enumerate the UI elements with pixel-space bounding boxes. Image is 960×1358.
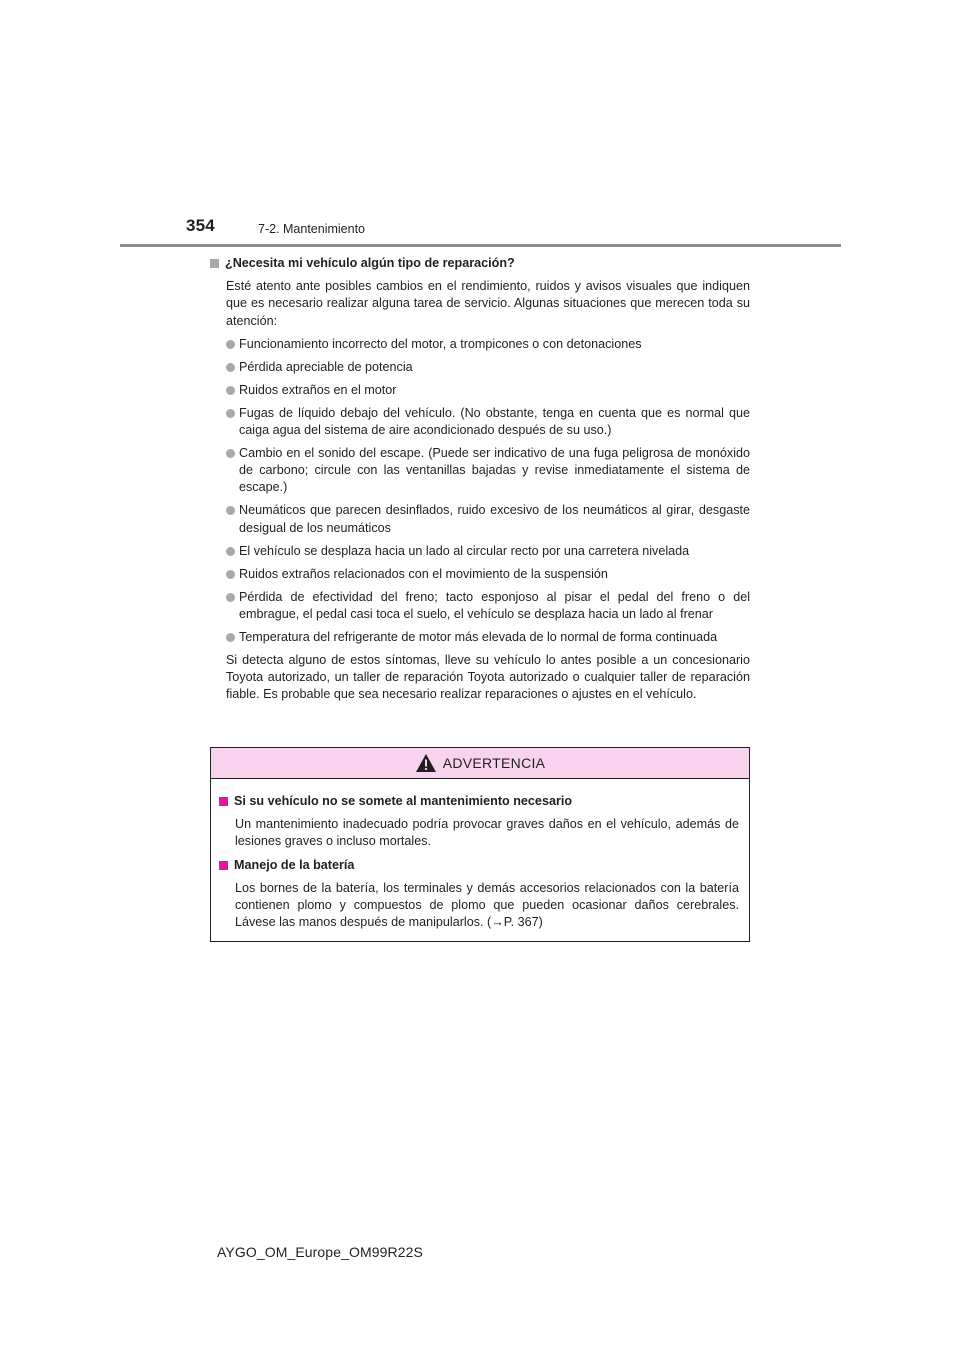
list-item-text: Ruidos extraños en el motor: [239, 382, 397, 397]
repair-heading: [210, 255, 750, 272]
list-item-text: Neumáticos que parecen desinflados, ruido excesivo de los neumáticos al girar, desgaste desigual de los neumáticos: [239, 503, 750, 535]
list-item-text: Fugas de líquido debajo del vehículo. (No obstante, tenga en cuenta que es normal que caiga agua del sistema de aire acondicionado después de su uso.): [239, 405, 750, 438]
list-item: [226, 543, 750, 560]
list-item: [226, 589, 750, 623]
circle-bullet-icon: [226, 633, 235, 642]
list-item: [226, 629, 750, 646]
closing-paragraph: Si detecta alguno de estos síntomas, lleve su vehículo lo antes posible a un concesionario Toyota autorizado, un taller de reparación Toyota autorizado o cualquier taller de reparación fiable. Es probable que sea necesario realizar reparaciones o ajustes en el vehículo.: [226, 653, 750, 702]
list-item-text: Cambio en el sonido del escape. (Puede ser indicativo de una fuga peligrosa de monóxido de carbono; circule con las ventanillas bajadas y revise inmediatamente el sistema de escape.): [239, 446, 750, 495]
circle-bullet-icon: [226, 363, 235, 372]
circle-bullet-icon: [226, 409, 235, 418]
symptom-list: [226, 336, 750, 646]
main-content: [210, 255, 750, 710]
warning-body: [211, 779, 749, 931]
circle-bullet-icon: [226, 340, 235, 349]
circle-bullet-icon: [226, 570, 235, 579]
circle-bullet-icon: [226, 386, 235, 395]
list-item-text: Ruidos extraños relacionados con el movimiento de la suspensión: [239, 566, 608, 581]
header-rule: [120, 244, 841, 247]
warning-heading-maintenance: [219, 793, 739, 810]
warning-box: [210, 747, 750, 942]
circle-bullet-icon: [226, 506, 235, 515]
warning-heading-text: Manejo de la batería: [234, 857, 355, 872]
list-item-text: Temperatura del refrigerante de motor más elevada de lo normal de forma continuada: [239, 629, 718, 644]
warning-heading-battery: [219, 857, 739, 874]
list-item-text: Pérdida de efectividad del freno; tacto esponjoso al pisar el pedal del freno o del embrague, el pedal casi toca el suelo, el vehículo se desplaza hacia un lado al frenar: [239, 589, 750, 621]
list-item: [226, 382, 750, 399]
list-item-text: El vehículo se desplaza hacia un lado al circular recto por una carretera nivelada: [239, 543, 690, 558]
circle-bullet-icon: [226, 449, 235, 458]
page-number: 354: [186, 216, 215, 235]
repair-heading-text: ¿Necesita mi vehículo algún tipo de reparación?: [225, 256, 515, 270]
list-item-text: Funcionamiento incorrecto del motor, a trompicones o con detonaciones: [239, 336, 642, 351]
warning-triangle-icon: [415, 753, 437, 773]
list-item: [226, 336, 750, 353]
list-item: [226, 566, 750, 583]
circle-bullet-icon: [226, 547, 235, 556]
list-item: [226, 405, 750, 439]
warning-paragraph: Los bornes de la batería, los terminales y demás accesorios relacionados con la batería contienen plomo y compuestos de plomo que pueden ocasionar daños cerebrales. Lávese las manos después de manipularlos. (→P. 367): [235, 880, 739, 930]
document-code: AYGO_OM_Europe_OM99R22S: [217, 1244, 423, 1260]
warning-heading-text: Si su vehículo no se somete al mantenimiento necesario: [234, 794, 573, 808]
square-bullet-icon: [210, 259, 219, 268]
square-bullet-icon: [219, 861, 228, 870]
intro-paragraph: Esté atento ante posibles cambios en el rendimiento, ruidos y avisos visuales que indiquen que es necesario realizar alguna tarea de servicio. Algunas situaciones que merecen toda su atención:: [226, 279, 750, 328]
list-item: [226, 359, 750, 376]
list-item-text: Pérdida apreciable de potencia: [239, 359, 413, 374]
circle-bullet-icon: [226, 593, 235, 602]
warning-paragraph: Un mantenimiento inadecuado podría provocar graves daños en el vehículo, además de lesiones graves o incluso mortales.: [235, 817, 739, 849]
warning-title: ADVERTENCIA: [442, 755, 546, 771]
section-title: 7-2. Mantenimiento: [258, 222, 366, 236]
warning-header: [211, 748, 749, 779]
list-item: [226, 502, 750, 536]
square-bullet-icon: [219, 797, 228, 806]
list-item: [226, 445, 750, 497]
